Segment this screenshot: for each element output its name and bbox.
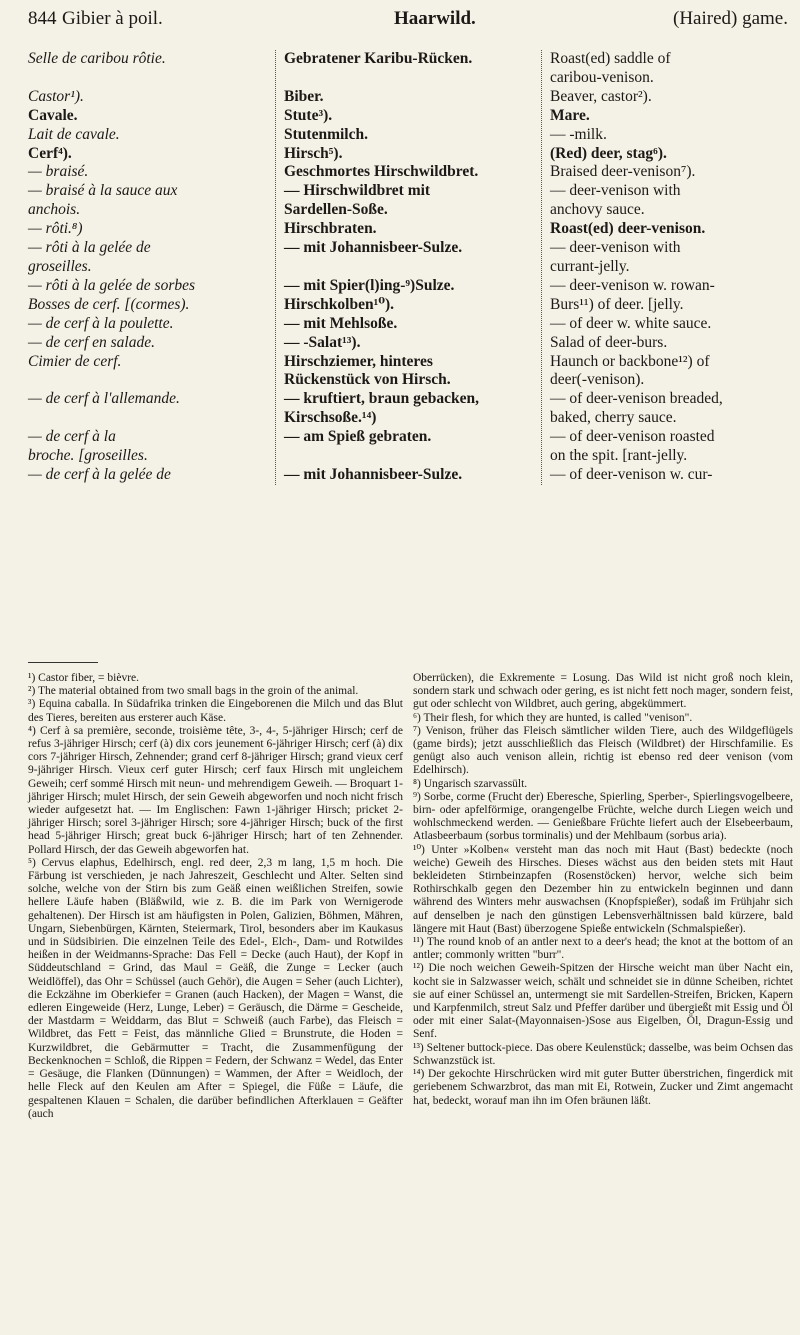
- menu-entry-french: — de cerf à l'allemande.: [28, 390, 180, 408]
- menu-entry-english: Beaver, castor²).: [550, 87, 652, 105]
- footnote: ³) Equina caballa. In Südafrika trinken die Eingeborenen die Milch und das Blut des Tieres, bereiten aus ersterer auch Käse.: [28, 698, 403, 724]
- menu-entry-french: groseilles.: [28, 257, 92, 275]
- footnote: ¹⁰) Unter »Kolben« versteht man das noch mit Haut (Bast) bedeckte (noch weiche) Geweih des Hirsches. Dieses wächst aus den beiden stets mit Haut bekleideten Stirnbeinzapfen (Rosenstöcken) hervor, welche sich beim Rothirschkalb gegen den Dezember hin zu entwickeln beginnen und dann während des Winters mehr auswachsen (Knopfspießer), sodaß im Frühjahr sich auf denselben je nach den günstigen Lebensverhältnissen bald kürzere, bald längere mit Haut (Bast) überzogene Spieße entwickeln (Schmalspießer).: [413, 843, 793, 935]
- footnotes-right: [413, 672, 793, 1108]
- menu-entry-french: — rôti à la gelée de sorbes: [28, 276, 196, 294]
- footnote: ¹⁴) Der gekochte Hirschrücken wird mit guter Butter überstrichen, fingerdick mit geriebenem Schwarzbrot, das man mit Ei, Rotwein, Zucker und Zimt angemacht hat, bedeckt, worauf man ihn im Ofen bräunen läßt.: [413, 1068, 793, 1107]
- menu-entry-english: Salad of deer-burs.: [550, 333, 668, 351]
- menu-entry-english: Mare.: [550, 106, 590, 124]
- menu-entry-english: — deer-venison w. rowan-: [550, 276, 715, 294]
- menu-entry-french: — de cerf à la gelée de: [28, 465, 171, 483]
- menu-entry-french: — braisé.: [28, 163, 89, 181]
- menu-entry-german: Hirschziemer, hinteres: [284, 352, 433, 370]
- menu-entry-german: [284, 447, 546, 466]
- menu-entry-german: — kruftiert, braun gebacken,: [284, 390, 480, 408]
- menu-entry-french: [28, 69, 258, 88]
- menu-entry-french: — rôti.⁸): [28, 220, 83, 238]
- footnote: ²) The material obtained from two small bags in the groin of the animal.: [28, 685, 359, 698]
- header-english: (Haired) game.: [673, 8, 788, 29]
- menu-entry-german: Stute³).: [284, 106, 333, 124]
- menu-entry-german: Geschmortes Hirschwildbret.: [284, 163, 479, 181]
- menu-entry-french: Castor¹).: [28, 87, 84, 105]
- menu-entry-german: — mit Mehlsoße.: [284, 314, 398, 332]
- menu-entry-english: currant-jelly.: [550, 257, 630, 275]
- menu-entry-german: Sardellen-Soße.: [284, 201, 388, 219]
- menu-entry-english: caribou-venison.: [550, 68, 654, 86]
- menu-entry-english: Haunch or backbone¹²) of: [550, 352, 710, 370]
- menu-entry-french: — de cerf à la poulette.: [28, 314, 174, 332]
- menu-entry-french: [28, 409, 258, 428]
- menu-entry-german: — mit Johannisbeer-Sulze.: [284, 239, 463, 257]
- german-column: [275, 50, 546, 485]
- french-column: [28, 50, 258, 485]
- header-german: Haarwild.: [394, 8, 476, 29]
- footnote: ¹³) Seltener buttock-piece. Das obere Keulenstück; dasselbe, was beim Ochsen das Schwanzstück ist.: [413, 1041, 793, 1067]
- footnote: ⁵) Cervus elaphus, Edelhirsch, engl. red deer, 2,3 m lang, 1,5 m hoch. Die Färbung ist verschieden, je nach Jahreszeit, Geschlecht und Alter. Selten sind solche, welche von der Stirn bis zum Geäß einen weißlichen Streifen, sowie hellere Läufe haben (Bläßwild, wie z. B. die im Park von Wernigerode gehaltenen). Der Hirsch ist am häufigsten in Polen, Galizien, Böhmen, Mähren, Ungarn, Siebenbürgen, Kärnten, Steiermark, Tirol, besonders aber im Kaukasus und in Südsibirien. Die einzelnen Teile des Edel-, Elch-, Dam- und Rotwildes heißen in der Weidmanns-Sprache: Das Fell = Decke (auch Haut), der Kopf in Süddeutschland = Grind, das Maul = Geäß, die Zunge = Lecker (auch Weidlöffel), das Ohr = Schüssel (auch Gehör), die Augen = Seher (auch Lichter), die Eckzähne im Oberkiefer = Granen (auch Hacken), der Magen = Wanst, die edleren Eingeweide (Herz, Lunge, Leber) = Geräusch, die Därme = Gescheide, der Mastdarm = Weiddarm, das Blut = Schweiß (auch Farbe), das Fleisch = Wildbret, das Fett = Feist, das männliche Glied = Brunstrute, die Hoden = Kurzwildbret, die Gebärmutter = Tracht, die Zusammenfügung der Beckenknochen = Schloß, die Rippen = Federn, der Schwanz = Wedel, das Enter = Gesäuge, die Flanken (Dünnungen) = Wammen, der After = Weidloch, der helle Fleck auf den Keulen am After = Spiegel, die Füße = Läufe, die gespaltenen Klauen = Schalen, die darüber befindlichen Afterklauen = Geäfter (auch: [28, 856, 403, 1120]
- footnote: Oberrücken), die Exkremente = Losung. Das Wild ist nicht groß noch klein, sondern stark und schwach oder gering, es ist nicht fett noch mager, sondern feist, gut oder schlecht von Wildbret, auch gering, abgekümmert.: [413, 672, 793, 711]
- menu-entry-french: — de cerf à la: [28, 428, 116, 446]
- footnote: ¹) Castor fiber, = bièvre.: [28, 672, 140, 684]
- menu-entry-french: — braisé à la sauce aux: [28, 182, 178, 200]
- menu-entry-english: deer(-venison).: [550, 371, 645, 389]
- menu-entry-english: — of deer-venison w. cur-: [550, 465, 713, 483]
- menu-entry-french: anchois.: [28, 201, 81, 219]
- menu-entry-english: — of deer-venison roasted: [550, 428, 715, 446]
- menu-entry-english: baked, cherry sauce.: [550, 409, 677, 427]
- menu-entry-german: Hirschbraten.: [284, 220, 377, 238]
- menu-entry-german: Biber.: [284, 87, 324, 105]
- menu-entry-french: — rôti à la gelée de: [28, 239, 151, 257]
- page-number: 844: [28, 8, 57, 29]
- menu-entry-german: Hirschkolben¹⁰).: [284, 295, 395, 313]
- menu-entry-english: anchovy sauce.: [550, 201, 645, 219]
- menu-entry-english: — of deer w. white sauce.: [550, 314, 712, 332]
- menu-entry-english: Roast(ed) saddle of: [550, 50, 671, 67]
- menu-entry-french: [28, 371, 258, 390]
- menu-entry-german: — mit Spier(l)ing-⁹)Sulze.: [284, 276, 455, 294]
- footnote: ⁶) Their flesh, for which they are hunted, is called "venison".: [413, 711, 693, 724]
- menu-entry-german: [284, 258, 546, 277]
- menu-entry-english: on the spit. [rant-jelly.: [550, 447, 688, 465]
- menu-entry-german: — Hirschwildbret mit: [284, 182, 431, 200]
- menu-entry-french: broche. [groseilles.: [28, 447, 148, 465]
- menu-entry-german: Hirsch⁵).: [284, 144, 343, 162]
- menu-entry-german: Rückenstück von Hirsch.: [284, 371, 451, 389]
- menu-entry-english: — deer-venison with: [550, 239, 681, 257]
- menu-entry-german: Gebratener Karibu-Rücken.: [284, 50, 473, 67]
- menu-entry-german: — -Salat¹³).: [284, 333, 361, 351]
- footnote-rule: [28, 662, 98, 663]
- header-french: Gibier à poil.: [62, 8, 163, 29]
- menu-entry-french: Bosses de cerf. [(cormes).: [28, 295, 190, 313]
- menu-entry-english: Burs¹¹) of deer. [jelly.: [550, 295, 684, 313]
- menu-entry-german: — am Spieß gebraten.: [284, 428, 432, 446]
- menu-entry-german: [284, 69, 546, 88]
- page-header: [28, 8, 786, 34]
- english-column: [541, 50, 795, 485]
- footnotes-left: [28, 672, 403, 1121]
- menu-entry-english: — -milk.: [550, 125, 607, 143]
- menu-entry-english: (Red) deer, stag⁶).: [550, 144, 667, 162]
- menu-entry-german: Stutenmilch.: [284, 125, 368, 143]
- menu-entry-french: Cavale.: [28, 106, 78, 124]
- menu-entry-english: — deer-venison with: [550, 182, 681, 200]
- menu-entry-german: Kirschsoße.¹⁴): [284, 409, 377, 427]
- footnote: ⁴) Cerf à sa première, seconde, troisième tête, 3-, 4-, 5-jähriger Hirsch; cerf de refus 3-jähriger Hirsch; cerf (à) dix cors jeunement 6-jähriger Hirsch; cerf (à) dix cors 7-jähriger Hirsch, Zehnender; grand cerf 8-jähriger Hirsch; grand vieux cerf 9-jähriger Hirsch. Vieux cerf guter Hirsch; cerf faux Hirsch mit ungleichem Geweih; cerf sommé Hirsch mit neun- und mehrendigem Geweih. — Broquart 1-jähriger Hirsch; mulet Hirsch, der sein Geweih abgeworfen und noch nicht frisch wieder aufgesetzt hat. — Im Englischen: Fawn 1-jähriger Hirsch; pricket 2-jähriger Hirsch; sorel 3-jähriger Hirsch; sore 4-jähriger Hirsch; buck of the first head 5-jähriger Hirsch; great buck 6-jähriger Hirsch; hart of ten Zehnender. Pollard Hirsch, der das Geweih abgeworfen hat.: [28, 724, 403, 856]
- menu-entry-french: Cimier de cerf.: [28, 352, 122, 370]
- footnote: ¹¹) The round knob of an antler next to a deer's head; the knot at the bottom of an antler; commonly written "burr".: [413, 936, 793, 962]
- menu-entry-french: — de cerf en salade.: [28, 333, 155, 351]
- menu-entry-english: — of deer-venison breaded,: [550, 390, 723, 408]
- footnote: ⁸) Ungarisch szarvassült.: [413, 777, 528, 790]
- footnote: ⁷) Venison, früher das Fleisch sämtlicher wilden Tiere, auch des Wildgeflügels (game birds); jetzt ausschließlich das Fleisch (Wildbret) der Hirschfamilie. Es genügt also auch venison allein, richtig ist ebenso red deer venison (vom Edelhirsch).: [413, 724, 793, 777]
- menu-entry-german: — mit Johannisbeer-Sulze.: [284, 465, 463, 483]
- menu-entry-english: Braised deer-venison⁷).: [550, 163, 696, 181]
- menu-entry-french: Selle de caribou rôtie.: [28, 50, 166, 67]
- menu-entry-english: Roast(ed) deer-venison.: [550, 220, 706, 238]
- footnote: ⁹) Sorbe, corme (Frucht der) Eberesche, Spierling, Sperber-, Spierlingsvogelbeere, birn- oder apfelförmige, orangengelbe Früchte, welche durch Liegen weich und wohlschmeckend werden. — Genießbare Früchte liefert auch der Elsebeerbaum, Atlasbeerbaum (sorbus torminalis) und der Mehlbaum (sorbus aria).: [413, 790, 793, 843]
- footnote: ¹²) Die noch weichen Geweih-Spitzen der Hirsche weicht man über Nacht ein, kocht sie in Salzwasser weich, schält und schneidet sie in dünne Scheiben, richtet sie auf einer Schüssel an, untermengt sie mit Sardellen-Streifen, Bricken, Kapern und Karpfenmilch, streut Salz und Pfeffer darüber und übergießt mit Essig und Öl oder mit einer Salat-(Mayonnaisen-)Sose aus Eigelben, Öl, Dragun-Essig und Senf.: [413, 962, 793, 1041]
- menu-entry-french: Cerf⁴).: [28, 144, 72, 162]
- menu-entry-french: Lait de cavale.: [28, 125, 120, 143]
